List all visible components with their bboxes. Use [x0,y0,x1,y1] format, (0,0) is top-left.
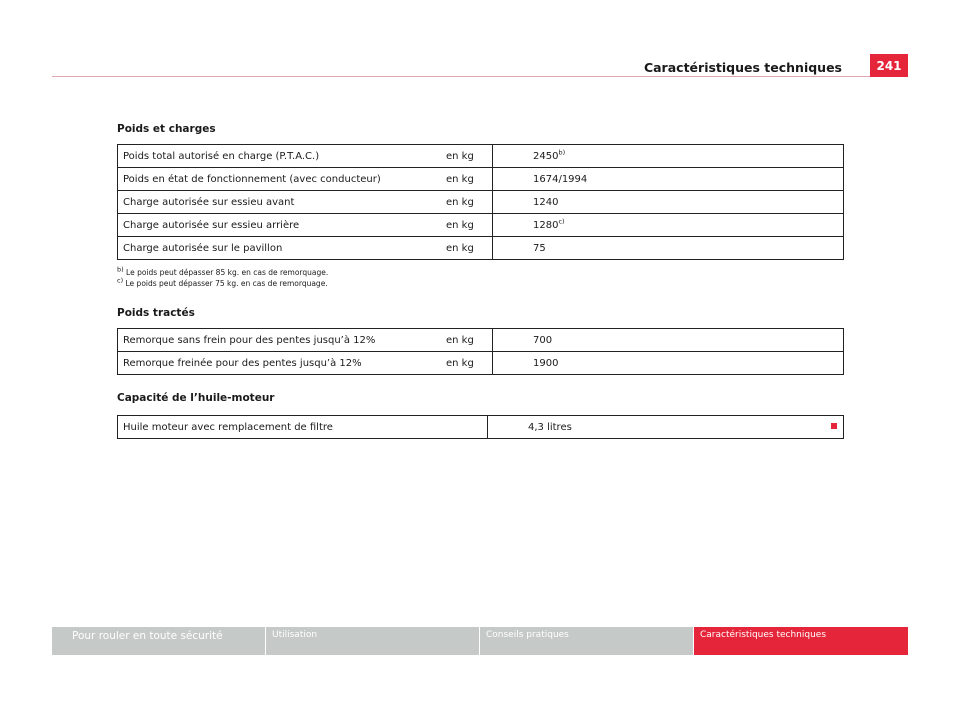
weights-table [117,144,844,260]
row-unit: en kg [441,191,493,214]
row-unit: en kg [441,237,493,260]
row-unit: en kg [441,168,493,191]
footnote-mark: b) [117,265,124,274]
row-label: Poids total autorisé en charge (P.T.A.C.) [118,145,442,168]
value-text: 4,3 litres [528,421,572,433]
footer-tab-usage[interactable]: Utilisation [266,627,480,655]
footnote-text: Le poids peut dépasser 85 kg. en cas de remorquage. [123,268,329,277]
page-number: 241 [870,54,908,77]
value-text: 75 [533,242,546,254]
value-text: 1674/1994 [533,173,588,185]
row-label: Charge autorisée sur essieu arrière [118,214,442,237]
row-value [493,237,844,260]
row-label: Remorque freinée pour des pentes jusqu’à 12% [118,352,442,375]
footer-tab-practical-tips[interactable]: Conseils pratiques [480,627,694,655]
footer-tab-technical-specs[interactable]: Caractéristiques techniques [694,627,908,655]
row-value [493,191,844,214]
row-value [493,168,844,191]
footer-tab-safety[interactable]: Pour rouler en toute sécurité [52,627,266,655]
section-title-towing: Poids tractés [117,307,195,319]
footnote-text: Le poids peut dépasser 75 kg. en cas de remorquage. [123,279,328,288]
table-row [118,416,844,439]
footer-nav [52,627,908,655]
row-unit: en kg [441,352,493,375]
row-value: 700 [493,329,844,352]
end-of-section-square-icon [831,423,837,429]
row-label: Charge autorisée sur le pavillon [118,237,442,260]
table-row [118,214,844,237]
row-unit: en kg [441,214,493,237]
footnote-mark: c) [117,276,124,285]
header-rule [52,76,870,77]
value-text: 1280 [533,219,559,231]
table-row [118,237,844,260]
footnotes [117,267,328,289]
footnote-ref: b) [558,148,566,157]
table-row [118,329,844,352]
table-row [118,168,844,191]
value-text: 1240 [533,196,559,208]
row-value [488,416,844,439]
footnote-ref: c) [558,217,565,226]
value-text: 2450 [533,150,559,162]
row-unit: en kg [441,329,493,352]
towing-table [117,328,844,375]
section-title-weights: Poids et charges [117,123,216,135]
row-label: Huile moteur avec remplacement de filtre [118,416,488,439]
footnote [117,267,328,278]
row-value [493,145,844,168]
row-label: Poids en état de fonctionnement (avec conducteur) [118,168,442,191]
oil-table [117,415,844,439]
footnote [117,278,328,289]
table-row [118,145,844,168]
header-title: Caractéristiques techniques [643,60,842,75]
table-row [118,352,844,375]
row-label: Charge autorisée sur essieu avant [118,191,442,214]
table-row [118,191,844,214]
row-label: Remorque sans frein pour des pentes jusqu’à 12% [118,329,442,352]
row-value: 1900 [493,352,844,375]
section-title-oil: Capacité de l’huile-moteur [117,392,275,404]
row-unit: en kg [441,145,493,168]
row-value [493,214,844,237]
